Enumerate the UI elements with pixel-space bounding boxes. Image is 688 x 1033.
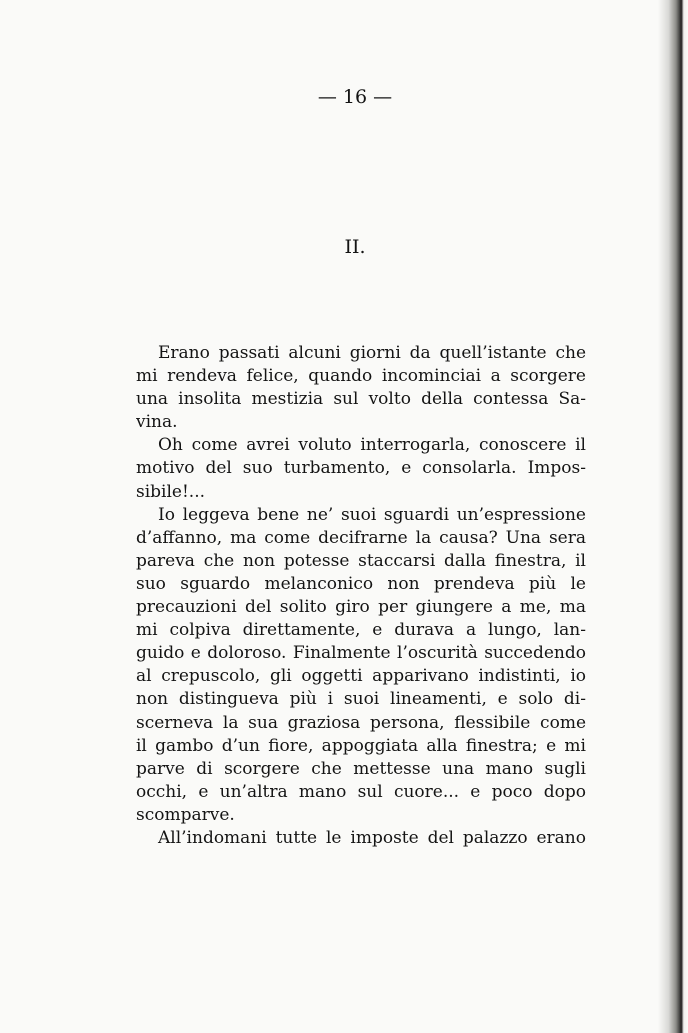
text-line: motivo del suo turbamento, e consolarla. Impos-	[136, 458, 586, 479]
text-line: occhi, e un’altra mano sul cuore... e poco dopo	[136, 781, 586, 802]
page-number: — 16 —	[317, 86, 393, 108]
text-line: sibile!...	[136, 481, 206, 502]
text-line: mi colpiva direttamente, e durava a lungo, lan-	[136, 620, 586, 641]
text-line: d’affanno, ma come decifrarne la causa? Una sera	[136, 527, 586, 548]
text-line: Oh come avrei voluto interrogarla, conoscere il	[158, 435, 586, 456]
paragraph-1	[136, 342, 586, 434]
text-line: scerneva la sua graziosa persona, flessibile come	[136, 712, 586, 733]
text-line: precauzioni del solito giro per giungere a me, ma	[136, 597, 586, 618]
paragraph-3	[136, 504, 586, 827]
text-line: mi rendeva felice, quando incominciai a scorgere	[136, 366, 586, 387]
text-line: guido e doloroso. Finalmente l’oscurità succedendo	[136, 643, 586, 664]
text-line: Io leggeva bene ne’ suoi sguardi un’espressione	[158, 504, 586, 525]
text-line: parve di scorgere che mettesse una mano sugli	[136, 758, 586, 779]
text-line: una insolita mestizia sul volto della contessa Sa-	[136, 389, 586, 410]
text-line: non distingueva più i suoi lineamenti, e solo di-	[136, 689, 586, 710]
paragraph-2	[136, 434, 586, 503]
book-spine-shadow	[658, 0, 688, 1033]
text-line: al crepuscolo, gli oggetti apparivano indistinti, io	[136, 666, 586, 687]
body-text	[136, 342, 586, 850]
text-line: il gambo d’un fiore, appoggiata alla finestra; e mi	[136, 735, 586, 756]
chapter-heading: II.	[344, 236, 366, 258]
paragraph-4	[136, 827, 586, 850]
text-line: suo sguardo melanconico non prendeva più le	[136, 573, 586, 594]
text-line: vina.	[136, 412, 178, 433]
text-line: Erano passati alcuni giorni da quell’istante che	[158, 343, 586, 363]
text-line: pareva che non potesse staccarsi dalla finestra, il	[136, 550, 586, 571]
text-line: All’indomani tutte le imposte del palazzo erano	[158, 827, 586, 848]
text-line: scomparve.	[136, 804, 235, 825]
